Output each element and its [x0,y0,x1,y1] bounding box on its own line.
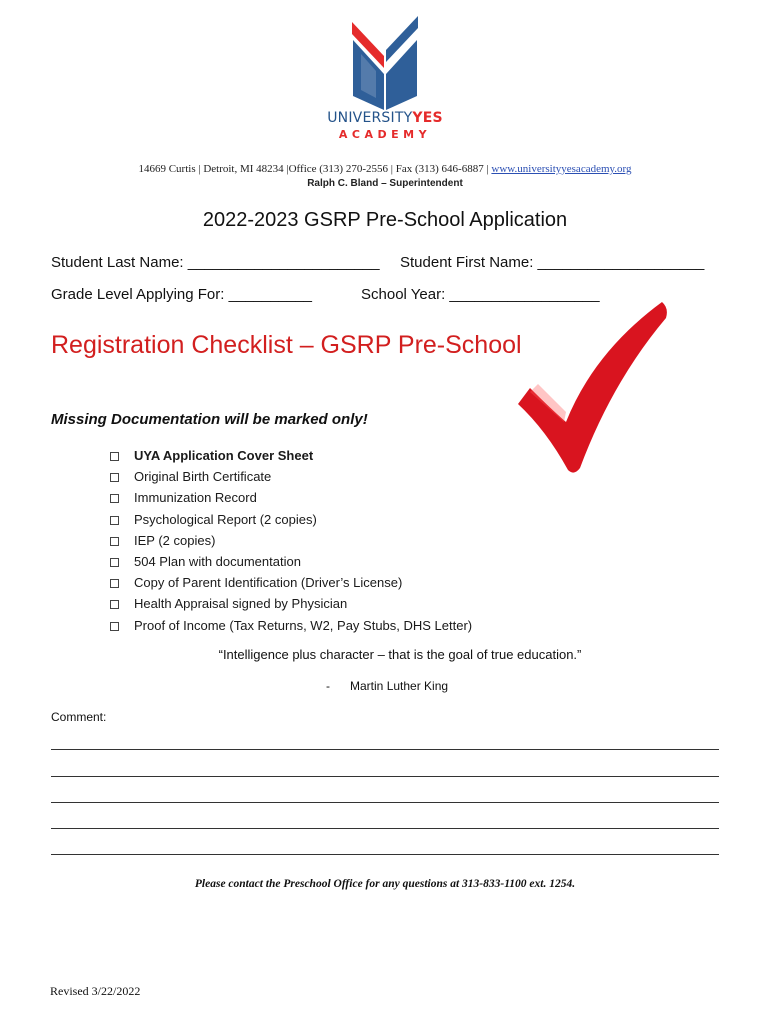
checklist-item [110,552,472,573]
brand-name-accent: YES [412,110,443,126]
checklist-item-label: IEP (2 copies) [134,532,216,548]
checkbox[interactable] [110,537,119,546]
checklist-item [110,573,472,594]
checklist-item-label: Psychological Report (2 copies) [134,511,317,527]
quote-dash: - [326,679,330,693]
superintendent-line: Ralph C. Bland – Superintendent [307,178,463,189]
checklist-item [110,510,472,531]
checklist-item-label: Copy of Parent Identification (Driver’s License) [134,575,403,591]
checkbox[interactable] [110,516,119,525]
comment-line[interactable] [51,776,719,777]
checklist-item [110,616,472,637]
comment-line[interactable] [51,854,719,855]
brand-name [300,110,470,126]
quote-author: Martin Luther King [350,679,449,693]
brand-name-main: UNIVERSITY [327,110,413,126]
checklist-item [110,531,472,552]
checklist-item-label: 504 Plan with documentation [134,553,301,569]
checkmark-icon [516,300,672,476]
comment-label: Comment: [51,710,107,724]
page-title: 2022-2023 GSRP Pre-School Application [202,209,568,231]
checkbox[interactable] [110,494,119,503]
checklist-item [110,446,472,467]
comment-line[interactable] [51,828,719,829]
quote-text: “Intelligence plus character – that is the goal of true education.” [218,647,582,662]
address-line [0,163,770,175]
student-last-name-field[interactable]: Student Last Name: _______________________ [51,254,380,271]
checklist-item-label: Immunization Record [134,490,257,506]
checklist-item-label: Proof of Income (Tax Returns, W2, Pay Stubs, DHS Letter) [134,617,473,633]
quote-attribution [326,679,448,693]
school-year-field[interactable]: School Year: __________________ [361,286,600,303]
student-first-name-field[interactable]: Student First Name: ____________________ [400,254,705,271]
checkbox[interactable] [110,473,119,482]
missing-docs-note: Missing Documentation will be marked only! [51,411,368,428]
grade-level-field[interactable]: Grade Level Applying For: __________ [51,286,313,303]
checklist-item [110,488,472,509]
checkbox[interactable] [110,452,119,461]
checklist-item [110,594,472,615]
website-link[interactable]: www.universityyesacademy.org [491,163,632,175]
checklist-title: Registration Checklist – GSRP Pre-School [51,331,522,359]
document-checklist [110,446,472,637]
checkbox[interactable] [110,622,119,631]
checkbox[interactable] [110,558,119,567]
comment-line[interactable] [51,749,719,750]
revision-date: Revised 3/22/2022 [50,984,141,998]
checkbox[interactable] [110,579,119,588]
contact-note: Please contact the Preschool Office for any questions at 313-833-1100 ext. 1254. [194,878,576,890]
checkbox[interactable] [110,600,119,609]
checklist-item-label: Original Birth Certificate [134,469,272,485]
address-text: 14669 Curtis | Detroit, MI 48234 |Office (313) 270-2556 | Fax (313) 646-6887 | [138,163,492,175]
academy-logo-icon [350,16,420,112]
comment-line[interactable] [51,802,719,803]
checklist-item [110,467,472,488]
brand-subtitle: ACADEMY [338,128,432,141]
checklist-item-label: Health Appraisal signed by Physician [134,596,348,612]
checklist-item-label: UYA Application Cover Sheet [134,448,314,463]
